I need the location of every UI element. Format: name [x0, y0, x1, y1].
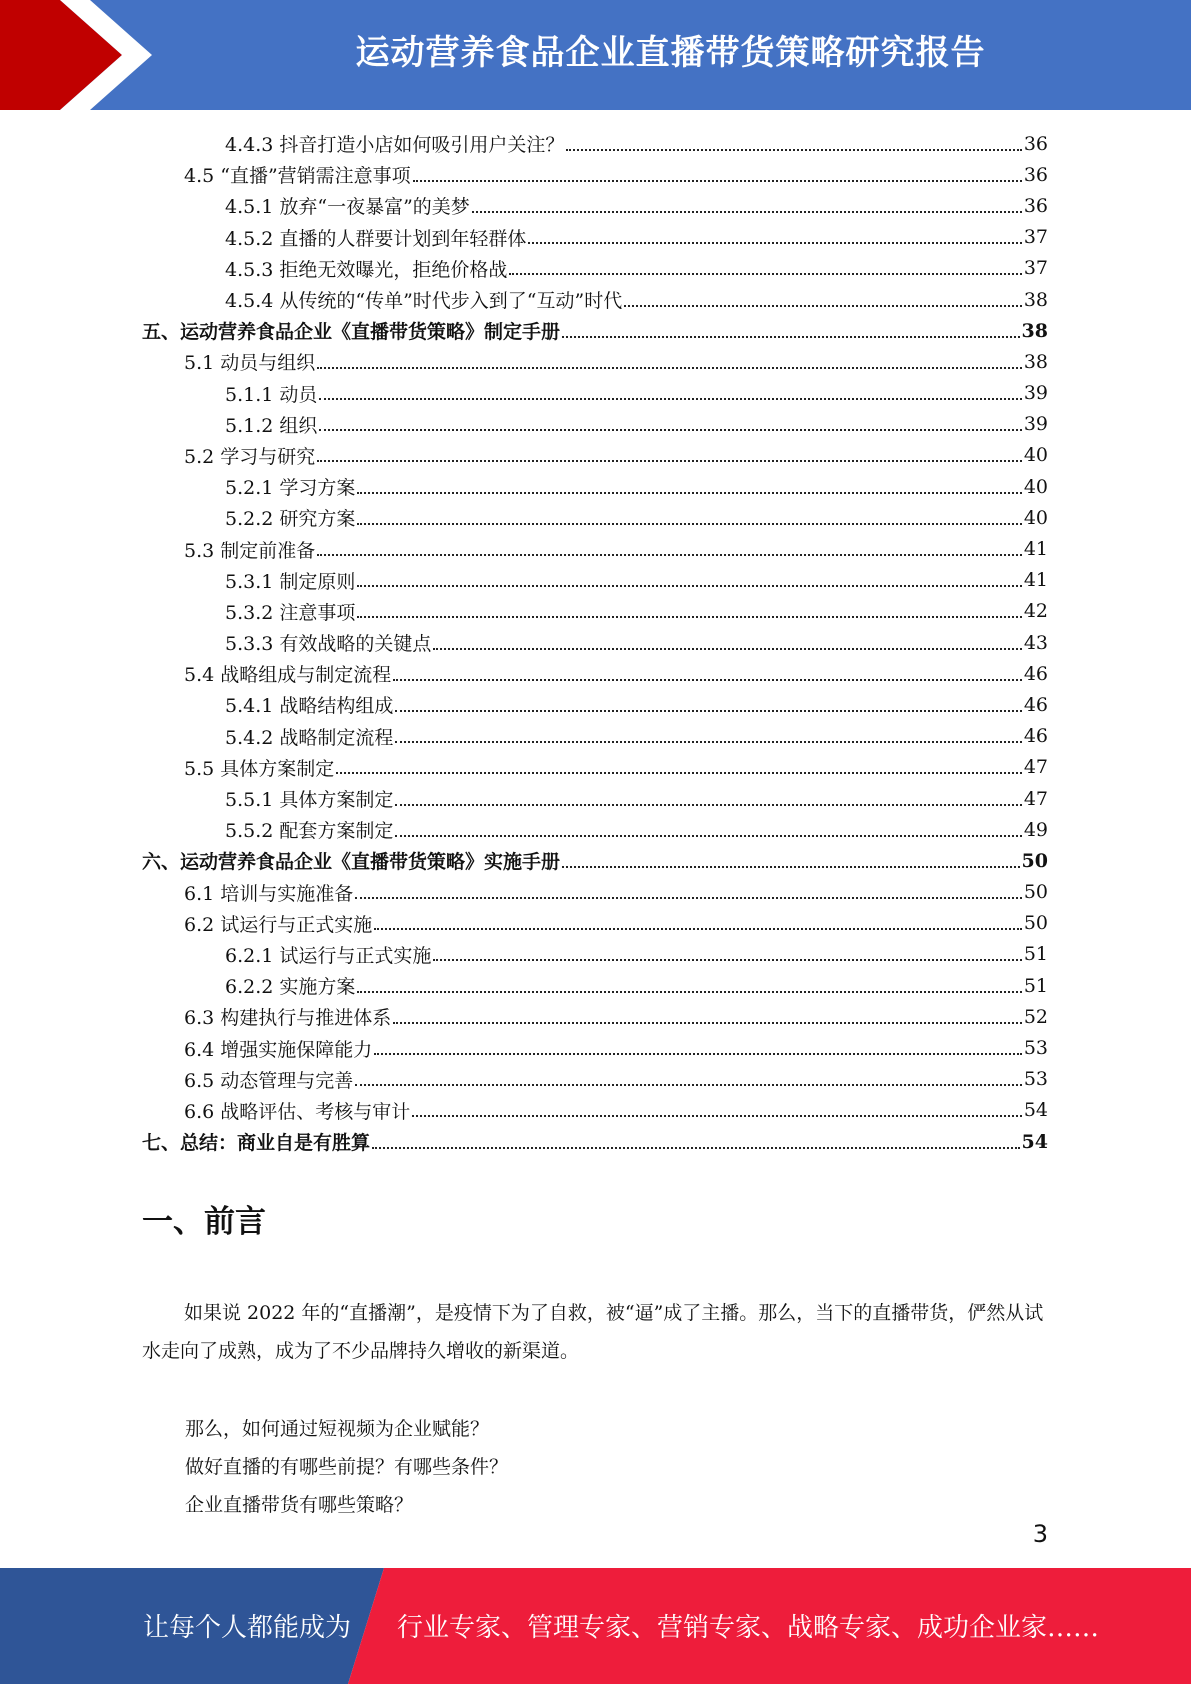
toc-dot-leader — [393, 1022, 1022, 1024]
toc-entry-title: 6.2.1 试运行与正式实施 — [225, 944, 432, 967]
page-header — [0, 0, 1191, 110]
toc-entry-page: 37 — [1023, 257, 1048, 280]
toc-entry-page: 46 — [1023, 693, 1048, 716]
toc-entry-page: 37 — [1023, 226, 1048, 249]
toc-entry-title: 6.6 战略评估、考核与审计 — [184, 1100, 411, 1123]
toc-entry-page: 47 — [1023, 756, 1048, 779]
footer-slogan-left: 让每个人都能成为 — [143, 1613, 352, 1643]
toc-dot-leader — [357, 991, 1021, 993]
toc-entry-page: 41 — [1023, 538, 1048, 561]
toc-entry[interactable] — [142, 752, 1048, 783]
toc-entry-page: 49 — [1023, 818, 1048, 841]
page-number: 3 — [1032, 1520, 1048, 1548]
toc-dot-leader — [395, 804, 1021, 806]
toc-dot-leader — [395, 741, 1021, 743]
toc-entry[interactable] — [142, 845, 1048, 876]
toc-entry-page: 36 — [1023, 194, 1048, 217]
toc-dot-leader — [357, 492, 1021, 494]
toc-entry-title: 4.4.3 抖音打造小店如何吸引用户关注？ — [225, 134, 565, 157]
toc-dot-leader — [374, 1053, 1022, 1055]
toc-entry-title: 5.1 动员与组织 — [184, 352, 316, 375]
toc-dot-leader — [395, 710, 1021, 712]
toc-dot-leader — [412, 1115, 1022, 1117]
toc-entry[interactable] — [142, 502, 1048, 533]
question-line: 做好直播的有哪些前提？有哪些条件？ — [185, 1456, 509, 1478]
section-heading: 一、前言 — [142, 1204, 266, 1240]
toc-entry-page: 40 — [1023, 475, 1048, 498]
toc-dot-leader — [355, 897, 1022, 899]
toc-entry-page: 47 — [1023, 787, 1048, 810]
toc-dot-leader — [319, 429, 1021, 431]
toc-entry-page: 50 — [1023, 881, 1048, 904]
toc-entry[interactable] — [142, 939, 1048, 970]
question-line: 那么，如何通过短视频为企业赋能？ — [185, 1418, 490, 1440]
toc-entry[interactable] — [142, 1001, 1048, 1032]
toc-dot-leader — [433, 959, 1021, 961]
toc-dot-leader — [393, 679, 1022, 681]
toc-entry-page: 46 — [1023, 725, 1048, 748]
toc-dot-leader — [317, 554, 1022, 556]
toc-dot-leader — [317, 367, 1022, 369]
toc-entry-title: 4.5.3 拒绝无效曝光，拒绝价格战 — [225, 258, 508, 281]
toc-dot-leader — [372, 1147, 1020, 1149]
toc-entry-page: 52 — [1023, 1005, 1048, 1028]
toc-dot-leader — [562, 866, 1020, 868]
toc-dot-leader — [566, 149, 1021, 151]
toc-entry-title: 5.1.1 动员 — [225, 383, 318, 406]
toc-entry-title: 5.2.1 学习方案 — [225, 477, 356, 500]
toc-dot-leader — [319, 398, 1021, 400]
toc-entry-title: 5.4 战略组成与制定流程 — [184, 664, 392, 687]
toc-entry-title: 5.3.1 制定原则 — [225, 570, 356, 593]
toc-entry-title: 6.1 培训与实施准备 — [184, 882, 354, 905]
toc-entry[interactable] — [142, 471, 1048, 502]
toc-entry-title: 6.2 试运行与正式实施 — [184, 913, 373, 936]
toc-entry[interactable] — [142, 346, 1048, 377]
toc-dot-leader — [472, 211, 1022, 213]
toc-entry-title: 5.5 具体方案制定 — [184, 757, 335, 780]
toc-dot-leader — [413, 180, 1022, 182]
toc-entry[interactable] — [142, 877, 1048, 908]
toc-dot-leader — [355, 1084, 1022, 1086]
toc-entry-title: 4.5 “直播”营销需注意事项 — [184, 165, 411, 188]
toc-entry-page: 40 — [1023, 506, 1048, 529]
toc-entry-title: 6.5 动态管理与完善 — [184, 1069, 354, 1092]
toc-entry[interactable] — [142, 783, 1048, 814]
toc-entry-page: 39 — [1023, 413, 1048, 436]
toc-entry-title: 5.4.1 战略结构组成 — [225, 695, 394, 718]
toc-entry[interactable] — [142, 222, 1048, 253]
toc-entry[interactable] — [142, 1095, 1048, 1126]
toc-entry[interactable] — [142, 596, 1048, 627]
toc-entry-page: 39 — [1023, 382, 1048, 405]
toc-entry-page: 38 — [1021, 319, 1048, 342]
table-of-contents — [142, 128, 1048, 1157]
toc-entry-page: 53 — [1023, 1068, 1048, 1091]
toc-dot-leader — [433, 648, 1021, 650]
toc-entry[interactable] — [142, 1126, 1048, 1157]
toc-entry-page: 43 — [1023, 631, 1048, 654]
toc-entry[interactable] — [142, 440, 1048, 471]
toc-dot-leader — [562, 336, 1020, 338]
toc-entry[interactable] — [142, 814, 1048, 845]
toc-dot-leader — [624, 305, 1022, 307]
toc-entry-title: 六、运动营养食品企业《直播带货策略》实施手册 — [142, 851, 561, 874]
toc-entry[interactable] — [142, 1064, 1048, 1095]
toc-entry-page: 54 — [1023, 1099, 1048, 1122]
toc-entry[interactable] — [142, 689, 1048, 720]
toc-entry-page: 53 — [1023, 1037, 1048, 1060]
toc-dot-leader — [509, 273, 1021, 275]
toc-entry-page: 51 — [1023, 943, 1048, 966]
toc-entry-title: 5.2 学习与研究 — [184, 445, 316, 468]
toc-entry-title: 6.2.2 实施方案 — [225, 976, 356, 999]
toc-entry-title: 4.5.2 直播的人群要计划到年轻群体 — [225, 227, 527, 250]
toc-entry-page: 46 — [1023, 662, 1048, 685]
toc-dot-leader — [357, 523, 1021, 525]
page-footer — [0, 1568, 1191, 1684]
toc-entry[interactable] — [142, 627, 1048, 658]
toc-entry-page: 41 — [1023, 569, 1048, 592]
toc-entry-page: 51 — [1023, 974, 1048, 997]
toc-entry[interactable] — [142, 565, 1048, 596]
toc-entry-page: 36 — [1023, 132, 1048, 155]
question-line: 企业直播带货有哪些策略？ — [185, 1494, 414, 1516]
toc-entry-title: 5.3.2 注意事项 — [225, 601, 356, 624]
footer-slogan-right: 行业专家、管理专家、营销专家、战略专家、成功企业家…… — [397, 1613, 1100, 1643]
toc-entry[interactable] — [142, 908, 1048, 939]
toc-entry[interactable] — [142, 190, 1048, 221]
toc-entry-title: 5.5.1 具体方案制定 — [225, 789, 394, 812]
toc-entry-page: 36 — [1023, 163, 1048, 186]
toc-entry[interactable] — [142, 128, 1048, 159]
toc-entry[interactable] — [142, 284, 1048, 315]
toc-entry-title: 七、总结：商业自是有胜算 — [142, 1132, 371, 1155]
toc-entry-title: 5.5.2 配套方案制定 — [225, 820, 394, 843]
toc-dot-leader — [528, 242, 1021, 244]
toc-entry-title: 4.5.1 放弃“一夜暴富”的美梦 — [225, 196, 470, 219]
toc-entry-title: 5.2.2 研究方案 — [225, 508, 356, 531]
toc-dot-leader — [374, 928, 1022, 930]
toc-entry-title: 五、运动营养食品企业《直播带货策略》制定手册 — [142, 321, 561, 344]
toc-dot-leader — [357, 616, 1021, 618]
toc-dot-leader — [357, 585, 1021, 587]
toc-entry-page: 50 — [1023, 912, 1048, 935]
toc-entry-title: 6.3 构建执行与推进体系 — [184, 1007, 392, 1030]
toc-entry[interactable] — [142, 721, 1048, 752]
toc-entry[interactable] — [142, 970, 1048, 1001]
toc-dot-leader — [336, 772, 1022, 774]
toc-entry[interactable] — [142, 315, 1048, 346]
report-title: 运动营养食品企业直播带货策略研究报告 — [355, 33, 986, 73]
intro-paragraph: 如果说 2022 年的“直播潮”，是疫情下为了自救，被“逼”成了主播。那么，当下的直播带货，俨然从试水走向了成熟，成为了不少品牌持久增收的新渠道。 — [142, 1302, 1044, 1362]
toc-entry-title: 6.4 增强实施保障能力 — [184, 1038, 373, 1061]
toc-entry-title: 5.3.3 有效战略的关键点 — [225, 633, 432, 656]
toc-entry-title: 4.5.4 从传统的“传单”时代步入到了“互动”时代 — [225, 290, 623, 313]
toc-entry-title: 5.3 制定前准备 — [184, 539, 316, 562]
toc-entry-page: 38 — [1023, 350, 1048, 373]
toc-entry-page: 38 — [1023, 288, 1048, 311]
toc-entry-title: 5.4.2 战略制定流程 — [225, 726, 394, 749]
toc-entry[interactable] — [142, 658, 1048, 689]
toc-entry-page: 50 — [1021, 849, 1048, 872]
toc-entry[interactable] — [142, 378, 1048, 409]
toc-entry[interactable] — [142, 533, 1048, 564]
toc-entry-page: 40 — [1023, 444, 1048, 467]
toc-entry-page: 42 — [1023, 600, 1048, 623]
toc-entry-title: 5.1.2 组织 — [225, 414, 318, 437]
toc-entry[interactable] — [142, 253, 1048, 284]
toc-dot-leader — [395, 835, 1021, 837]
toc-entry[interactable] — [142, 1032, 1048, 1063]
toc-dot-leader — [317, 460, 1022, 462]
toc-entry[interactable] — [142, 159, 1048, 190]
toc-entry-page: 54 — [1021, 1130, 1048, 1153]
toc-entry[interactable] — [142, 409, 1048, 440]
